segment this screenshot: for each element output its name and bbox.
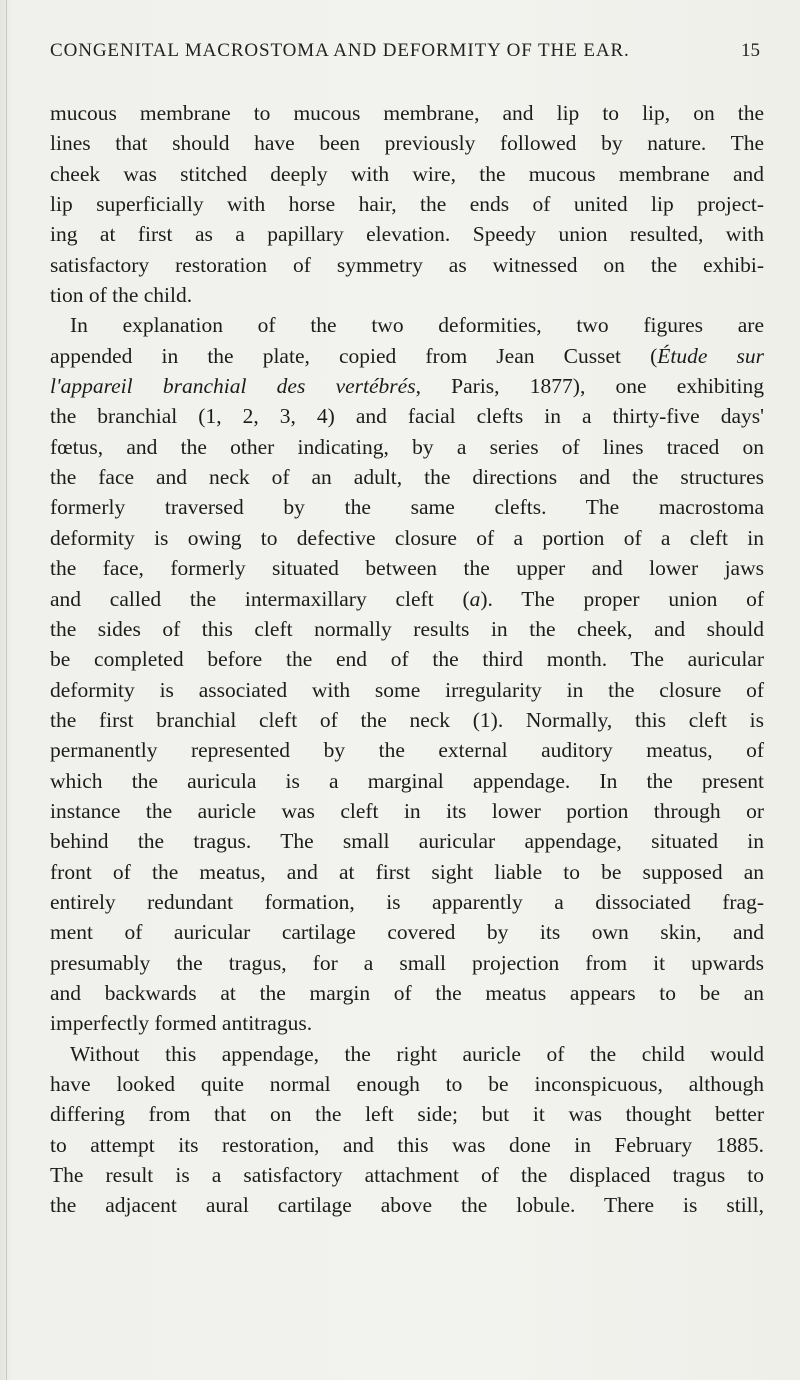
text-line [50, 887, 764, 917]
text-line [50, 1008, 764, 1038]
text-line [50, 584, 764, 614]
text-line [50, 978, 764, 1008]
body-text [50, 98, 764, 1221]
text-line [50, 735, 764, 765]
text-run: behind the tragus. The small auricular appendage, situated in [50, 829, 764, 854]
text-run: fœtus, and the other indicating, by a series of lines traced on [50, 434, 764, 459]
running-title: CONGENITAL MACROSTOMA AND DEFORMITY OF THE EAR. [50, 40, 630, 61]
text-run: deformity is owing to defective closure of a portion of a cleft in [50, 525, 764, 550]
text-run: formerly traversed by the same clefts. The macrostoma [50, 495, 764, 520]
page-number: 15 [741, 40, 760, 61]
text-line [50, 1069, 764, 1099]
text-line [50, 917, 764, 947]
italic-text: a [469, 586, 481, 611]
text-run: ment of auricular cartilage covered by its own skin, and [50, 920, 764, 945]
text-run: satisfactory restoration of symmetry as witnessed on the exhibi- [50, 252, 764, 277]
text-line [50, 644, 764, 674]
text-run: the first branchial cleft of the neck (1). Normally, this cleft is [50, 707, 764, 732]
text-line [50, 1039, 764, 1069]
text-run: The result is a satisfactory attachment of the displaced tragus to [50, 1163, 764, 1188]
text-run: have looked quite normal enough to be inconspicuous, although [50, 1072, 764, 1096]
text-run: appended in the plate, copied from Jean Cusset ( [50, 343, 658, 368]
text-run: permanently represented by the external auditory meatus, of [50, 738, 764, 763]
text-run: tion of the child. [50, 283, 193, 308]
text-line [50, 159, 764, 189]
text-line [50, 492, 764, 522]
text-run: which the auricula is a marginal appendage. In the present [50, 768, 764, 793]
running-head [50, 40, 760, 70]
text-line [50, 98, 764, 128]
text-line [50, 796, 764, 826]
text-line [50, 1099, 764, 1129]
italic-text: Étude sur [657, 343, 764, 368]
text-line [50, 462, 764, 492]
text-run: to attempt its restoration, and this was done in February 1885. [50, 1132, 764, 1157]
italic-text: l'appareil branchial des vertébrés [50, 374, 416, 399]
text-line [50, 189, 764, 219]
text-run: ing at first as a papillary elevation. Speedy union resulted, with [50, 222, 764, 247]
text-line [50, 1160, 764, 1190]
text-run: front of the meatus, and at first sight liable to be supposed an [50, 859, 764, 884]
text-line [50, 705, 764, 735]
text-run: entirely redundant formation, is apparently a dissociated frag- [50, 889, 764, 914]
text-line [50, 523, 764, 553]
text-run: deformity is associated with some irregularity in the closure of [50, 677, 764, 702]
text-run: be completed before the end of the third month. The auricular [50, 647, 764, 672]
page-gutter-edge [6, 0, 7, 1380]
text-line [50, 280, 764, 310]
text-line [50, 432, 764, 462]
text-run: , Paris, 1877), one exhibiting [415, 374, 764, 399]
text-run: differing from that on the left side; but it was thought better [50, 1102, 764, 1127]
text-run: cheek was stitched deeply with wire, the mucous membrane and [50, 161, 764, 186]
text-line [50, 857, 764, 887]
text-line [50, 948, 764, 978]
text-line [50, 401, 764, 431]
text-run: imperfectly formed antitragus. [50, 1011, 313, 1036]
text-line [50, 250, 764, 280]
text-run: the adjacent aural cartilage above the lobule. There is still, [50, 1193, 764, 1218]
text-run: presumably the tragus, for a small projection from it upwards [50, 950, 764, 975]
text-run: lines that should have been previously followed by nature. The [50, 131, 764, 156]
text-run: ). The proper union of [480, 586, 764, 611]
text-run: lip superficially with horse hair, the ends of united lip project- [50, 192, 764, 217]
text-line [50, 675, 764, 705]
text-run: and called the intermaxillary cleft ( [50, 586, 470, 611]
text-line [50, 310, 764, 340]
text-run: instance the auricle was cleft in its lower portion through or [50, 798, 764, 823]
text-run: Without this appendage, the right auricle of the child would [70, 1041, 764, 1066]
text-run: and backwards at the margin of the meatus appears to be an [50, 980, 764, 1005]
text-run: the branchial (1, 2, 3, 4) and facial clefts in a thirty-five days' [50, 404, 764, 429]
text-line [50, 371, 764, 401]
text-line [50, 553, 764, 583]
text-line [50, 219, 764, 249]
text-run: the face and neck of an adult, the directions and the structures [50, 465, 764, 490]
text-line [50, 614, 764, 644]
text-run: the face, formerly situated between the upper and lower jaws [50, 556, 764, 581]
text-line [50, 128, 764, 158]
text-line [50, 1130, 764, 1160]
text-run: mucous membrane to mucous membrane, and lip to lip, on the [50, 101, 764, 125]
text-line [50, 341, 764, 371]
text-run: In explanation of the two deformities, two figures are [70, 313, 764, 338]
text-line [50, 1190, 764, 1220]
text-line [50, 766, 764, 796]
text-run: the sides of this cleft normally results in the cheek, and should [50, 616, 764, 641]
text-line [50, 826, 764, 856]
